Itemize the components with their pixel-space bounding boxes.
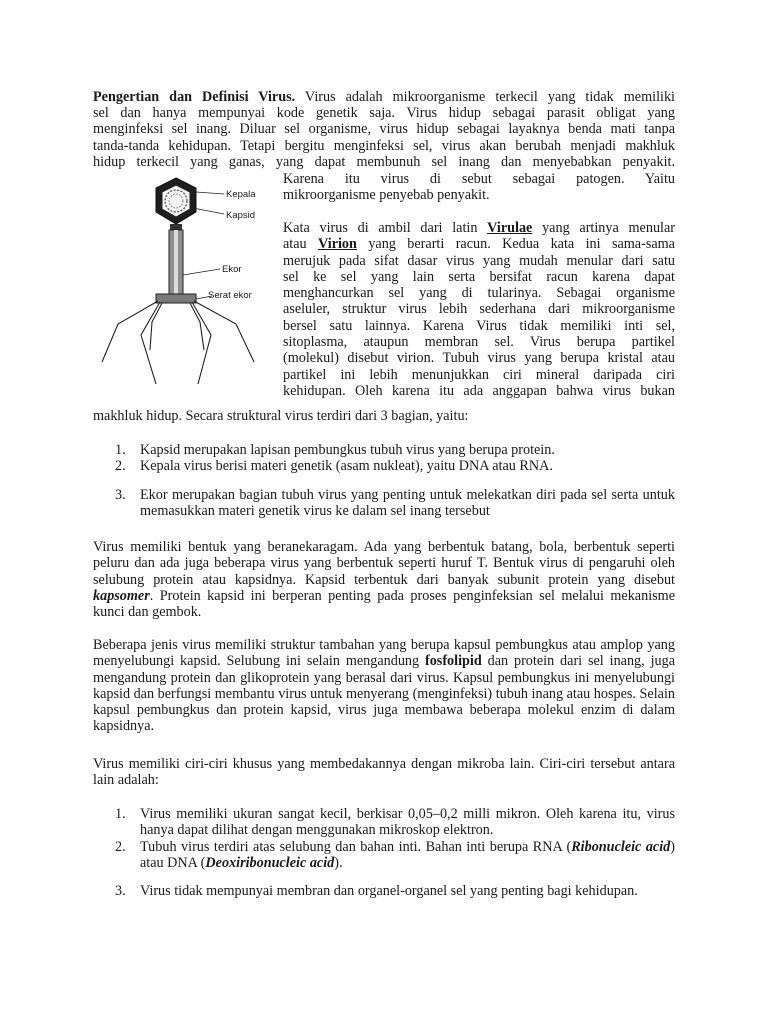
paragraph-2: Kata virus di ambil dari latin Virulae yang artinya menular atau Virion yang berarti racun. Kedua kata ini sama-sama merujuk pada sifat dasar virus yang mudah menular dari satu sel ke sel yang lain serta bersifat racun karena dapat menghancurkan sel yang di tularinya. Sebagai organisme aseluler, struktur virus lebih sederhana dari mikroorganisme bersel satu lainnya. Karena Virus tidak memiliki inti sel, sitoplasma, ataupun membran sel. Virus berupa partikel (molekul) disebut virion. Tubuh virus yang berupa kristal atau partikel ini lebih menunjukkan ciri mineral daripada ciri kehidupan. Oleh karena itu ada anggapan bahwa virus bukan: [283, 220, 676, 399]
paragraph-1-line-3: menginfeksi sel inang. Diluar sel organisme, virus hidup sebagai layaknya benda mati tanpa: [93, 121, 675, 137]
structure-list: [93, 442, 675, 519]
paragraph-1-line-6: Karena itu virus di sebut sebagai patogen. Yaitu: [283, 171, 675, 187]
label-serat-ekor: Serat ekor: [208, 290, 252, 301]
bacteriophage-diagram: [96, 172, 274, 394]
paragraph-1-line-4: tanda-tanda kehidupan. Tetapi bergitu menginfeksi sel, virus akan berubah menjadi makhluk: [93, 138, 675, 154]
paragraph-1-side: [283, 171, 675, 204]
list-item: 3. Virus tidak mempunyai membran dan organel-organel sel yang penting bagi kehidupan.: [115, 883, 638, 900]
paragraph-1-line-2: sel dan hanya mempunyai kode genetik saja. Virus hidup sebagai parasit obligat yang: [93, 105, 675, 121]
paragraph-5: Virus memiliki ciri-ciri khusus yang membedakannya dengan mikroba lain. Ciri-ciri tersebut antara lain adalah:: [93, 756, 675, 789]
paragraph-2-line-1: Kata virus di ambil dari latin Virulae yang artinya menular: [283, 220, 676, 236]
paragraph-3: Virus memiliki bentuk yang beranekaragam. Ada yang berbentuk batang, bola, berbentuk seperti peluru dan ada juga beberapa virus yang berbentuk seperti huruf T. Bentuk virus di pengaruhi oleh selubung protein atau kapsidnya. Kapsid terbentuk dari banyak subunit protein yang disebut kapsomer. Protein kapsid ini berperan penting pada proses penginfeksian sel melalui mekanisme kunci dan gembok.: [93, 539, 675, 621]
term-virulae: Virulae: [487, 220, 533, 236]
paragraph-1-line-1: Pengertian dan Definisi Virus. Virus adalah mikroorganisme terkecil yang tidak memiliki: [93, 89, 675, 105]
term-rna: Ribonucleic acid: [571, 838, 671, 855]
list-item: 2. Kepala virus berisi materi genetik (asam nukleat), yaitu DNA atau RNA.: [115, 458, 553, 475]
label-kapsid: Kapsid: [226, 210, 256, 221]
term-virion: Virion: [318, 236, 357, 253]
paragraph-2-last-line: makhluk hidup. Secara struktural virus terdiri dari 3 bagian, yaitu:: [93, 408, 469, 424]
term-kapsomer: kapsomer: [93, 587, 150, 604]
term-fosfolipid: fosfolipid: [424, 653, 482, 670]
label-kepala: Kepala: [226, 189, 256, 200]
list-item: 3. Ekor merupakan bagian tubuh virus yang penting untuk melekatkan diri pada sel serta untuk memasukkan materi genetik virus ke dalam sel inang tersebut: [115, 486, 675, 519]
characteristics-list: [93, 806, 675, 899]
section-title: Pengertian dan Definisi Virus.: [93, 89, 296, 105]
term-dna: Deoxiribonucleic acid: [205, 854, 335, 871]
paragraph-1-line-7: mikroorganisme penyebab penyakit.: [283, 187, 490, 204]
paragraph-4: Beberapa jenis virus memiliki struktur tambahan yang berupa kapsul pembungkus atau amplop yang menyelubungi kapsid. Selubung ini selain mengandung fosfolipid dan protein dari sel inang, juga mengandung protein dan glikoprotein yang berasal dari virus. Kapsul pembungkus ini menyelubungi kapsid dan berfungsi membantu virus untuk menyerang (menginfeksi) tubuh inang atau hospes. Selain kapsul pembungkus dan protein kapsid, virus juga membawa beberapa molekul enzim di dalam kapsidnya.: [93, 637, 675, 735]
list-item: 1. Virus memiliki ukuran sangat kecil, berkisar 0,05–0,2 milli mikron. Oleh karena itu, virus hanya dapat dilihat dengan menggunakan mikroskop elektron.: [115, 806, 675, 839]
base-plate: [156, 294, 196, 303]
paragraph-2-line-2: atau Virion yang berarti racun. Kedua kata ini sama-sama: [283, 236, 675, 253]
label-ekor: Ekor: [222, 264, 242, 275]
list-item: 2. Tubuh virus terdiri atas selubung dan bahan inti. Bahan inti berupa RNA (Ribonucleic acid) atau DNA (Deoxiribonucleic acid).: [115, 838, 675, 871]
paragraph-1-line-5: hidup terkecil yang ganas, yang dapat membunuh sel inang dan menyebabkan penyakit.: [93, 154, 675, 170]
virus-structure-figure: [96, 172, 274, 394]
list-item: 1. Kapsid merupakan lapisan pembungkus tubuh virus yang berupa protein.: [115, 442, 555, 458]
tail-fibers: [102, 301, 254, 384]
